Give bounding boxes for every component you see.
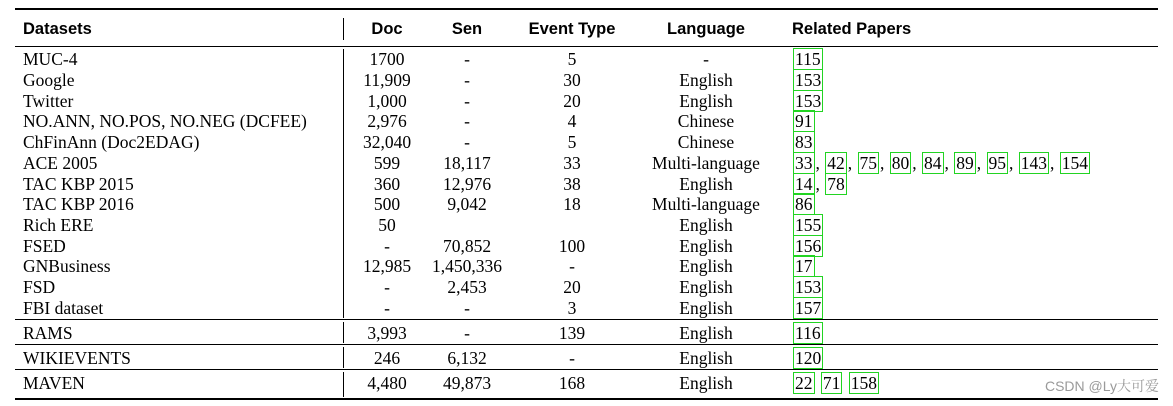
cell-dataset: MAVEN [23,373,85,393]
cell-doc: 1700 [369,49,405,69]
citation-link[interactable]: 33 [795,153,813,173]
citation-link[interactable]: 89 [956,153,974,173]
cell-dataset: NO.ANN, NO.POS, NO.NEG (DCFEE) [23,111,307,131]
cell-sen: - [464,132,470,152]
citation-link[interactable]: 157 [795,298,822,318]
table-row [15,215,1158,236]
cell-related-papers: 33 , 42 , 75 , 80 , 84 , 89 , 95 , 143 , 154 [795,153,1088,173]
cell-event-type: 4 [567,111,577,131]
citation-link[interactable]: 115 [795,49,821,69]
table-row [15,70,1158,91]
citation-link[interactable]: 156 [795,236,822,256]
cell-event-type: 20 [563,91,581,111]
cell-doc: 599 [373,153,401,173]
cell-related-papers [792,277,824,298]
citation-link[interactable]: 86 [795,194,813,214]
citation-link[interactable]: 83 [795,132,813,152]
citation-link[interactable]: 42 [827,153,845,173]
cell-related-papers [792,111,816,132]
cell-dataset: Google [23,70,75,90]
cell-language: English [679,91,733,111]
column-divider [343,347,344,368]
table-row [15,323,1158,344]
table-row [15,153,1158,174]
cell-language: Multi-language [652,194,760,214]
cell-event-type: 5 [567,49,577,69]
cell-related-papers [792,49,824,70]
cell-language: English [679,298,733,318]
cell-related-papers [792,132,816,153]
citation-link[interactable]: 116 [795,323,821,343]
table-row [15,373,1158,394]
header-language: Language [667,20,745,38]
group-rule [15,344,1158,345]
cell-language: English [679,174,733,194]
cell-sen: 70,852 [442,236,492,256]
header-related-papers: Related Papers [792,20,912,38]
citation-link[interactable]: 84 [924,153,942,173]
header-sen: Sen [451,20,483,38]
cell-sen: - [464,49,470,69]
citation-link[interactable]: 95 [988,153,1006,173]
cell-language: English [679,70,733,90]
cell-related-papers [792,256,816,277]
cell-language: English [679,348,733,368]
cell-sen: - [464,111,470,131]
cell-event-type: 30 [563,70,581,90]
table-row [15,194,1158,215]
column-divider [343,322,344,343]
cell-sen: 12,976 [442,174,492,194]
cell-dataset: ACE 2005 [23,153,98,173]
citation-link[interactable]: 17 [795,256,813,276]
cell-related-papers: 14 , 78 [795,174,845,194]
cell-event-type: 100 [558,236,586,256]
cell-sen: - [464,323,470,343]
cell-event-type: 5 [567,132,577,152]
cell-doc: 50 [378,215,396,235]
table-row [15,256,1158,277]
cell-dataset: FSED [23,236,66,256]
cell-language: English [679,373,733,393]
citation-link[interactable]: 154 [1061,153,1088,173]
citation-link[interactable]: 14 [795,174,813,194]
table-row [15,348,1158,369]
cell-doc: - [384,298,390,318]
cell-doc: - [384,236,390,256]
cell-related-papers [792,348,824,369]
cell-sen: 1,450,336 [432,256,502,276]
column-divider [343,49,344,318]
cell-doc: 2,976 [367,111,407,131]
cell-dataset: Rich ERE [23,215,94,235]
table-row [15,236,1158,257]
citation-link[interactable]: 155 [795,215,822,235]
cell-event-type: 18 [563,194,581,214]
cell-related-papers [792,70,824,91]
cell-event-type: 33 [563,153,581,173]
cell-event-type: - [569,348,575,368]
table-row [15,91,1158,112]
cell-language: English [679,323,733,343]
watermark: CSDN @Ly大可爱 [1044,378,1159,394]
cell-language: Chinese [677,132,735,152]
table-row [15,277,1158,298]
table-row [15,298,1158,319]
cell-sen: 6,132 [447,348,487,368]
citation-link[interactable]: 22 [795,373,813,393]
header-column-divider [343,18,344,40]
cell-sen: 9,042 [447,194,487,214]
header-doc: Doc [371,20,403,38]
cell-related-papers [792,194,816,215]
cell-dataset: MUC-4 [23,49,78,69]
cell-related-papers [792,298,824,319]
cell-event-type: 38 [563,174,581,194]
cell-doc: 12,985 [362,256,412,276]
group-rule [15,319,1158,320]
cell-doc: 1,000 [367,91,407,111]
cell-dataset: Twitter [23,91,74,111]
cell-dataset: FSD [23,277,56,297]
citation-link[interactable]: 78 [827,174,845,194]
cell-doc: 500 [373,194,401,214]
cell-sen: - [464,91,470,111]
cell-sen: 18,117 [443,153,491,173]
cell-dataset: WIKIEVENTS [23,348,131,368]
cell-language: English [679,236,733,256]
cell-doc: 360 [373,174,401,194]
cell-doc: 4,480 [367,373,407,393]
cell-sen: - [464,70,470,90]
citation-link[interactable]: 71 [822,373,841,393]
cell-event-type: 168 [558,373,586,393]
table-row [15,49,1158,70]
header-event-type: Event Type [528,20,616,38]
cell-doc: 246 [373,348,401,368]
cell-language: Chinese [677,111,735,131]
cell-dataset: GNBusiness [23,256,111,276]
citation-link[interactable]: 91 [795,111,813,131]
cell-related-papers [792,323,824,344]
citation-link[interactable]: 153 [795,277,822,297]
citation-link[interactable]: 158 [850,373,877,393]
cell-event-type: 3 [567,298,577,318]
cell-doc: 3,993 [367,323,407,343]
cell-event-type: 20 [563,277,581,297]
cell-dataset: RAMS [23,323,73,343]
header-datasets: Datasets [23,20,92,38]
cell-language: Multi-language [652,153,760,173]
cell-sen: 49,873 [442,373,492,393]
cell-dataset: FBI dataset [23,298,104,318]
column-divider [343,372,344,397]
table-row [15,111,1158,132]
cell-dataset: TAC KBP 2015 [23,174,134,194]
table-row [15,132,1158,153]
citation-link[interactable]: 153 [795,70,822,90]
table-header-row [15,16,1158,42]
citation-link[interactable]: 120 [795,348,822,368]
header-rule [15,46,1158,47]
cell-related-papers [792,215,824,236]
cell-sen: - [464,298,470,318]
cell-doc: 32,040 [362,132,412,152]
cell-event-type: - [569,256,575,276]
cell-event-type: 139 [558,323,586,343]
cell-related-papers [792,236,824,257]
cell-doc: 11,909 [363,70,411,90]
citation-link[interactable]: 80 [891,153,910,173]
cell-language: - [703,49,709,69]
bottom-rule [15,398,1158,400]
group-rule [15,369,1158,370]
cell-related-papers [792,373,880,394]
cell-doc: - [384,277,390,297]
cell-sen: 2,453 [447,277,487,297]
cell-dataset: ChFinAnn (Doc2EDAG) [23,132,200,152]
cell-related-papers [792,91,824,112]
citation-link[interactable]: 75 [859,153,877,173]
citation-link[interactable]: 153 [795,91,822,111]
cell-language: English [679,277,733,297]
top-rule [15,8,1158,10]
cell-language: English [679,215,733,235]
table-row [15,174,1158,195]
cell-dataset: TAC KBP 2016 [23,194,134,214]
citation-link[interactable]: 143 [1020,153,1047,173]
cell-language: English [679,256,733,276]
